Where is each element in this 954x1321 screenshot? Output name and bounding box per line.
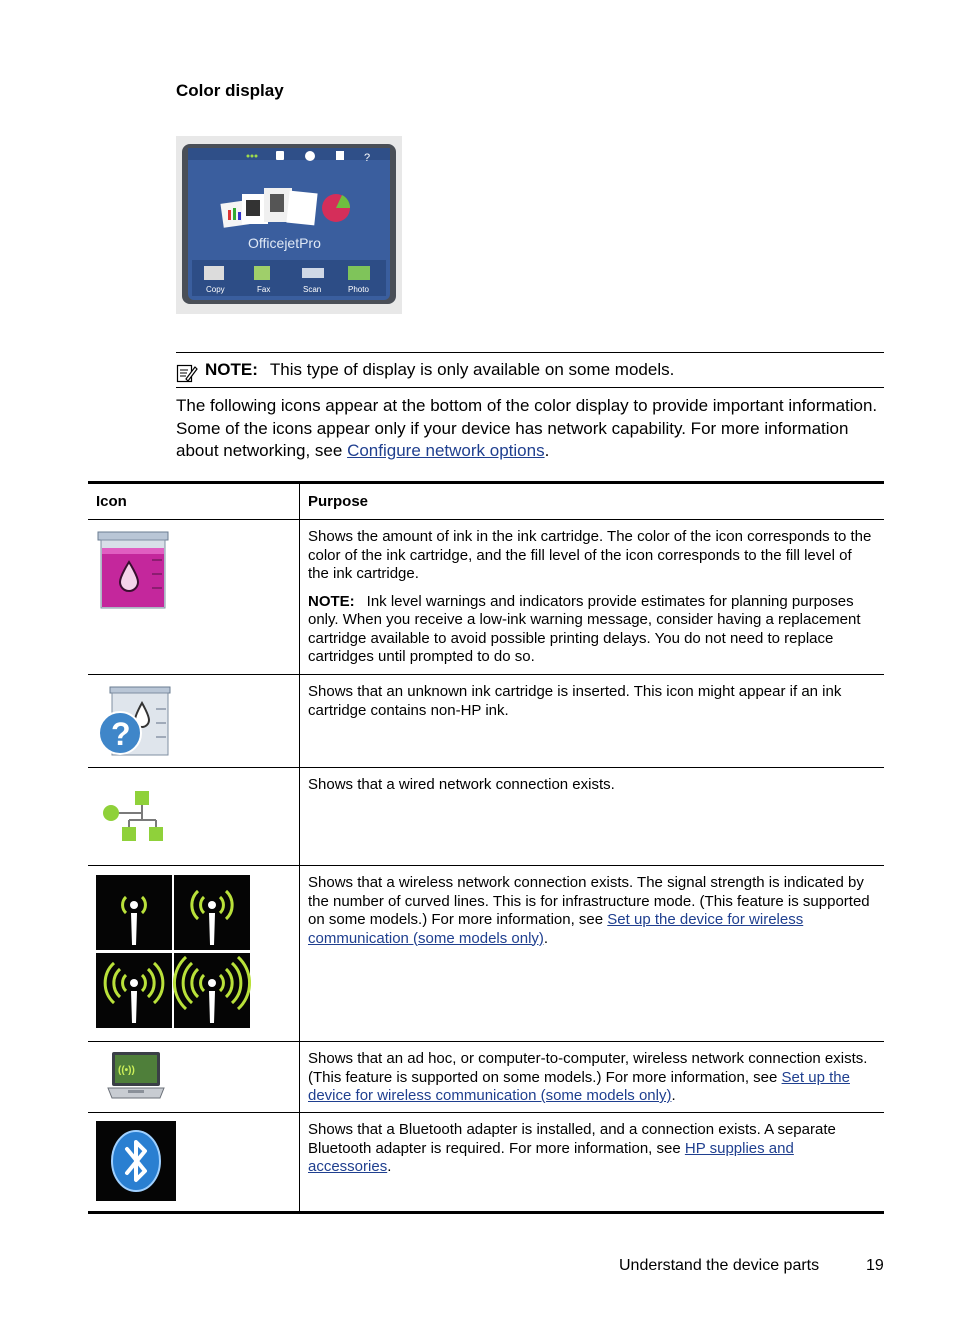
table-cell-purpose xyxy=(300,675,884,767)
wireless-setup-link-2[interactable]: Set up the device for wireless communication (some models only) xyxy=(308,1068,850,1104)
intro-text: The following icons appear at the bottom of the color display to provide important information. Some of the icons appear only if your device has network capability. For more information about networking, see xyxy=(176,396,878,460)
row-description: Shows the amount of ink in the ink cartridge. The color of the icon corresponds to the color of the ink cartridge, and the fill level of the icon corresponds to the fill level of the ink cartridge. xyxy=(308,528,872,582)
table-cell-icon xyxy=(88,1042,300,1112)
table-cell-purpose xyxy=(300,866,884,1041)
table-cell-purpose xyxy=(300,768,884,865)
hp-supplies-link[interactable]: HP supplies and accessories xyxy=(308,1139,794,1175)
ad-hoc-laptop-icon xyxy=(106,1050,166,1102)
note-text xyxy=(205,360,674,380)
table-cell-icon xyxy=(88,675,300,767)
table-cell-purpose xyxy=(300,1042,884,1112)
table-row xyxy=(88,767,884,865)
table-cell-icon xyxy=(88,1113,300,1211)
wired-network-icon xyxy=(102,790,166,842)
svg-text:Scan: Scan xyxy=(303,285,322,294)
wireless-2-bars xyxy=(174,875,250,950)
brand-label: OfficejetPro xyxy=(248,235,321,251)
row-description: Shows that a wired network connection exists. xyxy=(308,776,615,793)
intro-end: . xyxy=(544,441,550,460)
wireless-setup-link[interactable]: Set up the device for wireless communication (some models only) xyxy=(308,911,804,947)
table-row xyxy=(88,1041,884,1112)
wireless-3-bars xyxy=(96,953,172,1028)
row-description: Shows that a wireless network connection exists. The signal strength is indicated by the number of curved lines. This is for infrastructure mode. (This feature is supported on some models.) For more information, see Set up the device for wireless communication (some models only). xyxy=(308,874,870,947)
note-box xyxy=(176,352,884,388)
svg-text:Copy: Copy xyxy=(206,285,225,294)
svg-text:Photo: Photo xyxy=(348,285,369,294)
color-display-image xyxy=(176,136,402,314)
row-note-label: NOTE: xyxy=(308,592,355,610)
note-body: This type of display is only available on some models. xyxy=(269,360,675,379)
unknown-cartridge-icon xyxy=(98,685,172,757)
ink-cartridge-icon xyxy=(96,530,170,612)
row-note xyxy=(308,593,872,667)
column-header-icon: Icon xyxy=(88,484,300,519)
intro-paragraph xyxy=(176,395,884,463)
table-row xyxy=(88,520,884,674)
row-description: Shows that an unknown ink cartridge is inserted. This icon might appear if an ink cartridge contains non-HP ink. xyxy=(308,683,842,719)
table-header-row xyxy=(88,484,884,520)
table-cell-purpose xyxy=(300,1113,884,1211)
table-cell-icon xyxy=(88,768,300,865)
svg-text:?: ? xyxy=(364,152,371,164)
note-label: NOTE: xyxy=(205,360,258,379)
table-row xyxy=(88,1112,884,1211)
configure-network-link[interactable]: Configure network options xyxy=(347,441,545,460)
column-header-purpose: Purpose xyxy=(308,493,369,510)
svg-text:?: ? xyxy=(111,716,131,752)
footer-chapter-title: Understand the device parts xyxy=(619,1257,820,1274)
section-heading: Color display xyxy=(176,81,284,100)
row-description: Shows that a Bluetooth adapter is installed, and a connection exists. A separate Bluetooth adapter is required. For more information, see HP supplies and accessories. xyxy=(308,1121,836,1175)
table-cell-icon xyxy=(88,520,300,674)
table-cell-purpose xyxy=(300,520,884,674)
note-pencil-icon xyxy=(176,362,198,384)
svg-text:((•)): ((•)) xyxy=(118,1065,135,1076)
icon-table xyxy=(88,481,884,1214)
row-description: Shows that an ad hoc, or computer-to-computer, wireless network connection exists. (This feature is supported on some models.) For more information, see Set up the device for wireless communication (some models only). xyxy=(308,1050,868,1104)
table-cell-icon xyxy=(88,866,300,1041)
page-number: 19 xyxy=(866,1257,884,1274)
bluetooth-icon xyxy=(96,1121,176,1201)
svg-text:Fax: Fax xyxy=(257,285,271,294)
table-row xyxy=(88,674,884,767)
row-note-text: Ink level warnings and indicators provide estimates for planning purposes only. When you receive a low-ink warning message, consider having a replacement cartridge available to avoid possible printing delays. You do not need to replace cartridges until prompted to do so. xyxy=(308,592,861,665)
wireless-4-bars xyxy=(174,953,250,1028)
wireless-signal-icon xyxy=(96,875,251,1029)
table-row xyxy=(88,865,884,1041)
wireless-1-bar xyxy=(96,875,172,950)
